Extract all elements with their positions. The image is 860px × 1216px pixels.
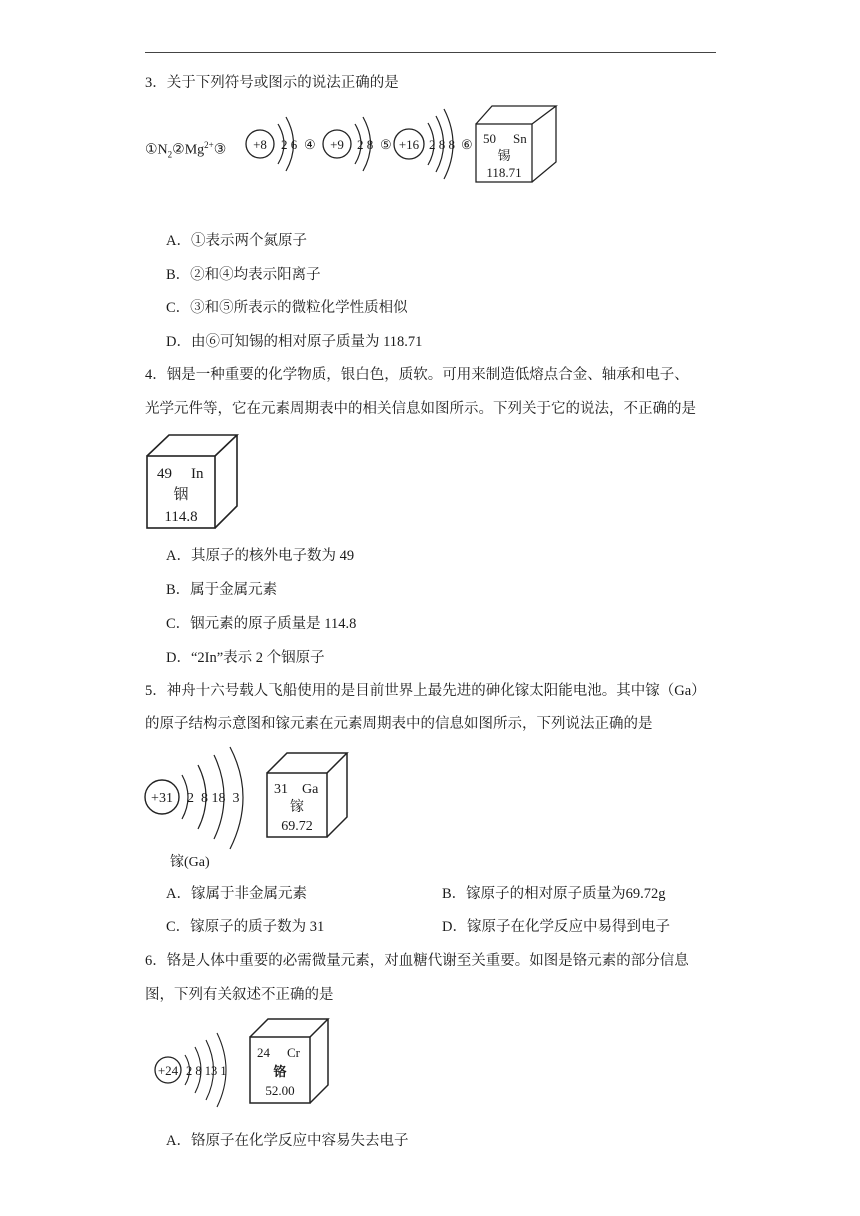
- q3-symbol-row: [145, 135, 226, 164]
- q5-ga-number: 31: [274, 782, 288, 797]
- q3-label-4: ④: [304, 137, 316, 152]
- q6-cr-number: 24: [257, 1045, 270, 1060]
- q5-stem-line1: 5．神舟十六号载人飞船使用的是目前世界上最先进的砷化镓太阳能电池。其中镓（Ga）: [145, 683, 706, 699]
- q3-atom-diagram-1: [246, 117, 298, 171]
- q6-cr-mass: 52.00: [265, 1083, 295, 1098]
- q5-option-d: D．镓原子在化学反应中易得到电子: [442, 919, 670, 935]
- q5-atom-nucleus: +31: [151, 791, 173, 806]
- q5-ga-symbol: Ga: [302, 782, 319, 797]
- q5-ga-name: 镓: [290, 800, 304, 815]
- q3-option-d: D．由⑥可知锡的相对原子质量为 118.71: [166, 334, 423, 350]
- q3-label-5: ⑤: [380, 137, 392, 152]
- q5-atom-caption: 镓(Ga): [170, 855, 210, 870]
- q6-chromium-diagram: [150, 1015, 360, 1115]
- q4-stem-line2: 光学元件等，它在元素周期表中的相关信息如图所示。下列关于它的说法，不正确的是: [145, 401, 696, 417]
- q6-element-cube-cr: [250, 1019, 328, 1103]
- q4-stem-line1: 4．铟是一种重要的化学物质，银白色，质软。可用来制造低熔点合金、轴承和电子、: [145, 367, 689, 383]
- q3-atom3-nucleus: +16: [398, 137, 420, 152]
- q3-sn-symbol: Sn: [513, 131, 527, 146]
- q5-atom-shells: 2 8 18 3: [187, 791, 240, 806]
- q4-in-number: 49: [157, 466, 172, 482]
- q6-stem-line2: 图，下列有关叙述不正确的是: [145, 987, 334, 1003]
- q6-option-a: A．铬原子在化学反应中容易失去电子: [166, 1133, 409, 1149]
- q4-element-cube-in: [145, 432, 245, 532]
- q3-option-c: C．③和⑤所表示的微粒化学性质相似: [166, 300, 408, 316]
- header-rule: [145, 52, 716, 53]
- q3-stem: 3．关于下列符号或图示的说法正确的是: [145, 75, 399, 91]
- q6-atom-shells: 2 8 13 1: [186, 1064, 227, 1078]
- q5-gallium-diagram: [140, 745, 380, 875]
- q4-option-b: B．属于金属元素: [166, 582, 278, 598]
- q4-option-a: A．其原子的核外电子数为 49: [166, 548, 355, 564]
- q3-n2-subscript: 2: [167, 149, 173, 160]
- q3-label-3: ③: [213, 142, 227, 158]
- q3-atom1-shells: 2 6: [281, 137, 298, 152]
- q6-stem-line1: 6．铬是人体中重要的必需微量元素，对血糖代谢至关重要。如图是铬元素的部分信息: [145, 953, 689, 969]
- q3-sn-mass: 118.71: [486, 165, 522, 180]
- q3-atom-diagram-2: [323, 117, 373, 171]
- q4-in-symbol: In: [191, 466, 204, 482]
- q3-atom3-shells: 2 8 8: [429, 137, 455, 152]
- q5-option-b: B．镓原子的相对原子质量为69.72g: [442, 886, 666, 902]
- q3-atom1-nucleus: +8: [253, 137, 267, 152]
- q5-stem-line2: 的原子结构示意图和镓元素在元素周期表中的信息如图所示，下列说法正确的是: [145, 716, 653, 732]
- q4-option-d: D．“2In”表示 2 个铟原子: [166, 650, 325, 666]
- q3-option-b: B．②和④均表示阳离子: [166, 267, 321, 283]
- q6-atom-nucleus: +24: [157, 1063, 179, 1078]
- q4-in-mass: 114.8: [164, 509, 198, 525]
- q3-mg-symbol: ②Mg: [172, 142, 205, 158]
- q5-ga-mass: 69.72: [281, 819, 313, 834]
- q3-atom2-shells: 2 8: [357, 137, 374, 152]
- q3-label-6: ⑥: [461, 137, 473, 152]
- q5-atom-diagram: [145, 747, 243, 870]
- q4-in-name: 铟: [173, 487, 189, 503]
- q3-mg-superscript: 2+: [204, 140, 214, 150]
- q3-element-cube-sn: [476, 106, 556, 182]
- q3-option-a: A．①表示两个氮原子: [166, 233, 307, 249]
- q4-option-c: C．铟元素的原子质量是 114.8: [166, 616, 357, 632]
- q5-element-cube-ga: [267, 753, 347, 837]
- q5-option-a: A．镓属于非金属元素: [166, 886, 307, 902]
- q6-cr-name: 铬: [273, 1064, 287, 1079]
- q3-sn-name: 锡: [497, 148, 511, 163]
- q3-atom2-nucleus: +9: [330, 137, 344, 152]
- q3-atom-diagram-3: [394, 109, 455, 179]
- q3-structure-diagrams: [240, 100, 570, 200]
- q3-n2-symbol: ①N: [145, 142, 168, 158]
- q3-sn-number: 50: [483, 131, 496, 146]
- q6-cr-symbol: Cr: [287, 1045, 300, 1060]
- q5-option-c: C．镓原子的质子数为 31: [166, 919, 325, 935]
- q6-atom-diagram: [155, 1033, 227, 1107]
